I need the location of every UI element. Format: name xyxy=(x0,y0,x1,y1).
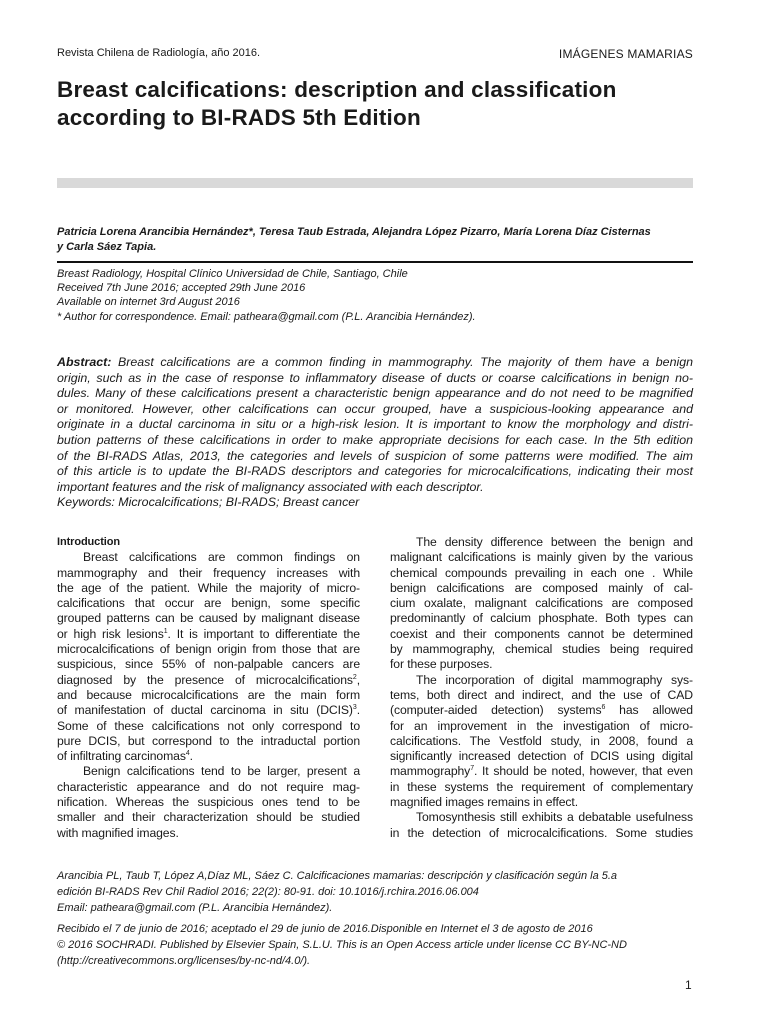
text-line: grouped patterns can be caused by malignant disease xyxy=(57,611,360,626)
text-line: for an improvement in the investigation of micro- xyxy=(390,718,693,733)
abstract-body xyxy=(57,371,693,480)
license-block xyxy=(57,921,627,969)
text-line: Breast calcifications are common findings on xyxy=(83,550,360,565)
text-segment: diagnosed by the presence of microcalcifications xyxy=(57,672,353,687)
text-line: cium oxalate, malignant calcifications are composed xyxy=(390,596,693,611)
paragraph xyxy=(390,810,693,856)
text-line: magnified images remains in effect. xyxy=(390,795,578,810)
text-line: mammography and their frequency increases with xyxy=(57,565,360,580)
paragraph xyxy=(390,535,693,673)
text-line: smaller and their characterization should be studied xyxy=(57,810,360,825)
right-column xyxy=(390,535,693,856)
abstract-line: dules. Many of these calcifications present a characteristic benign appearance and do not need to be magnified xyxy=(57,386,693,401)
text-segment: (computer-aided detection) systems xyxy=(390,703,602,718)
text-line: with magnified images. xyxy=(57,825,179,840)
authors-line: Patricia Lorena Arancibia Hernández*, Teresa Taub Estrada, Alejandra López Pizarro, María Lorena Díaz Cisternas xyxy=(57,226,651,238)
text-segment: , xyxy=(356,672,360,687)
reference-superscript: 3 xyxy=(352,704,357,712)
text-line: calcifications. The Vestfold study, in 2008, found a xyxy=(390,733,693,748)
received-dates: Received 7th June 2016; accepted 29th June 2016 xyxy=(57,282,306,295)
license-url: (http://creativecommons.org/licenses/by-nc-nd/4.0/). xyxy=(57,955,311,967)
authors-line: y Carla Sáez Tapia. xyxy=(57,241,157,253)
citation-email: Email: patheara@gmail.com (P.L. Arancibia Hernández). xyxy=(57,902,333,914)
text-segment: . It is important to differentiate the xyxy=(167,626,360,641)
title-line: according to BI-RADS 5th Edition xyxy=(57,105,421,130)
text-line xyxy=(57,703,360,718)
text-line: benign calcifications are composed mainly of cal- xyxy=(390,580,693,595)
text-line xyxy=(57,749,360,764)
text-segment: . xyxy=(356,703,360,718)
received-line: Recibido el 7 de junio de 2016; aceptado el 29 de junio de 2016.Disponible en Internet el 3 de agosto de 2016 xyxy=(57,923,593,935)
abstract-line: of this article is to update the BI-RADS descriptors and categories for microcalcifications, indicating their most xyxy=(57,464,693,479)
text-line: nification. Whereas the suspicious ones tend to be xyxy=(57,795,360,810)
text-line: microcalcifications of benign origin from those that are xyxy=(57,642,360,657)
text-line: calcifications that occur are benign, some specific xyxy=(57,596,360,611)
text-line: characteristic appearance and do not require mag- xyxy=(57,779,360,794)
abstract-label: Abstract: xyxy=(57,355,112,369)
text-line: The density difference between the benign and xyxy=(416,535,693,549)
text-segment: or high risk lesions xyxy=(57,626,164,641)
abstract-line: of the BI-RADS Atlas, 2013, the categories and levels of suspicion of some patterns were modified. The aim xyxy=(57,448,693,463)
citation-line: edición BI-RADS Rev Chil Radiol 2016; 22(2): 80-91. doi: 10.1016/j.rchira.2016.06.004 xyxy=(57,886,479,898)
abstract-line: important features and the risk of malignancy associated with each descriptor. xyxy=(57,479,484,494)
text-line: tems, both direct and indirect, and the use of CAD xyxy=(390,687,693,702)
title-line: Breast calcifications: description and classification xyxy=(57,77,617,102)
text-line: by mammography, chemical studies being required xyxy=(390,642,693,657)
text-line: pure DCIS, but correspond to the intraductal portion xyxy=(57,733,360,748)
page-number: 1 xyxy=(685,978,692,992)
text-line: The incorporation of digital mammography sys- xyxy=(416,672,693,687)
text-segment: . xyxy=(189,749,193,764)
available-date: Available on internet 3rd August 2016 xyxy=(57,296,240,309)
text-line: and because microcalcifications are the main form xyxy=(57,687,360,702)
text-line: in the detection of microcalcifications. Some studies xyxy=(390,825,693,840)
citation-line: Arancibia PL, Taub T, López A,Díaz ML, Sáez C. Calcificaciones mamarias: descripción y clasificación según la 5.a xyxy=(57,870,618,882)
reference-superscript: 4 xyxy=(185,750,190,758)
abstract-line: bution patterns of these calcifications in order to make appropriate decisions for each case. In the 5th edition xyxy=(57,432,693,447)
text-line: in these systems the requirement of complementary xyxy=(390,779,693,794)
abstract-line: originate in a ductal carcinoma in situ or a high-risk lesion. It is important to know the morphology and distri- xyxy=(57,417,693,432)
keywords: Keywords: Microcalcifications; BI-RADS; Breast cancer xyxy=(57,495,360,510)
license-line: © 2016 SOCHRADI. Published by Elsevier Spain, S.L.U. This is an Open Access article under license CC BY-NC-ND xyxy=(57,939,627,951)
reference-superscript: 1 xyxy=(163,627,168,635)
text-segment: of infiltrating carcinomas xyxy=(57,749,186,764)
text-line: for these purposes. xyxy=(390,657,493,672)
text-line: the age of the patient. While the majority of micro- xyxy=(57,580,360,595)
text-line: Benign calcifications tend to be larger, present a xyxy=(83,764,360,779)
text-line: Some of these calcifications not only correspond to xyxy=(57,718,360,733)
text-line xyxy=(390,703,693,718)
authors xyxy=(57,225,707,255)
text-line: Tomosynthesis still exhibits a debatable usefulness xyxy=(416,810,693,825)
text-line xyxy=(57,673,360,688)
affiliation-block xyxy=(57,267,476,324)
text-segment: of manifestation of ductal carcinoma in situ (DCIS) xyxy=(57,703,353,718)
section-label: IMÁGENES MAMARIAS xyxy=(558,47,693,61)
citation-block xyxy=(57,868,617,916)
reference-superscript: 6 xyxy=(601,704,606,712)
correspondence: * Author for correspondence. Email: patheara@gmail.com (P.L. Arancibia Hernández). xyxy=(57,310,476,323)
abstract-line xyxy=(57,355,693,371)
abstract-line: origin, such as in the case of response to inflammatory disease of ducts or coarse calcifications in benign no- xyxy=(57,370,693,385)
journal-name: Revista Chilena de Radiología, año 2016. xyxy=(57,47,261,59)
text-segment: mammography xyxy=(390,764,471,779)
abstract-text: Breast calcifications are a common finding in mammography. The majority of them have a benign xyxy=(111,355,693,369)
abstract-line: or monitored. However, other calcifications can occur grouped, have a suspicious-looking appearance and xyxy=(57,401,693,416)
authors-rule xyxy=(57,261,693,263)
text-line: malignant calcifications is mainly given by the various xyxy=(390,550,693,565)
text-line: predominantly of calcium phosphate. Both types can xyxy=(390,611,693,626)
section-heading-introduction: Introduction xyxy=(57,536,120,548)
paragraph xyxy=(57,764,360,840)
text-segment: . It should be noted, however, that even xyxy=(473,764,693,779)
affiliation: Breast Radiology, Hospital Clínico Universidad de Chile, Santiago, Chile xyxy=(57,268,408,280)
paragraph xyxy=(57,550,360,764)
title-divider-bar xyxy=(57,178,693,188)
abstract xyxy=(57,355,693,511)
article-title xyxy=(57,76,707,132)
text-line: chemical compounds prevailing in each one . While xyxy=(390,565,693,580)
reference-superscript: 2 xyxy=(352,673,357,681)
left-column xyxy=(57,535,360,841)
text-segment: has allowed xyxy=(605,703,693,718)
text-line: suspicious, since 55% of non-palpable cancers are xyxy=(57,657,360,672)
text-line xyxy=(390,764,693,779)
reference-superscript: 7 xyxy=(470,765,474,773)
text-line: coexist and their components cannot be determined xyxy=(390,626,693,641)
paragraph xyxy=(390,673,693,811)
text-line xyxy=(57,627,360,642)
text-line: significantly increased detection of DCIS using digital xyxy=(390,749,693,764)
text-line xyxy=(390,841,693,856)
